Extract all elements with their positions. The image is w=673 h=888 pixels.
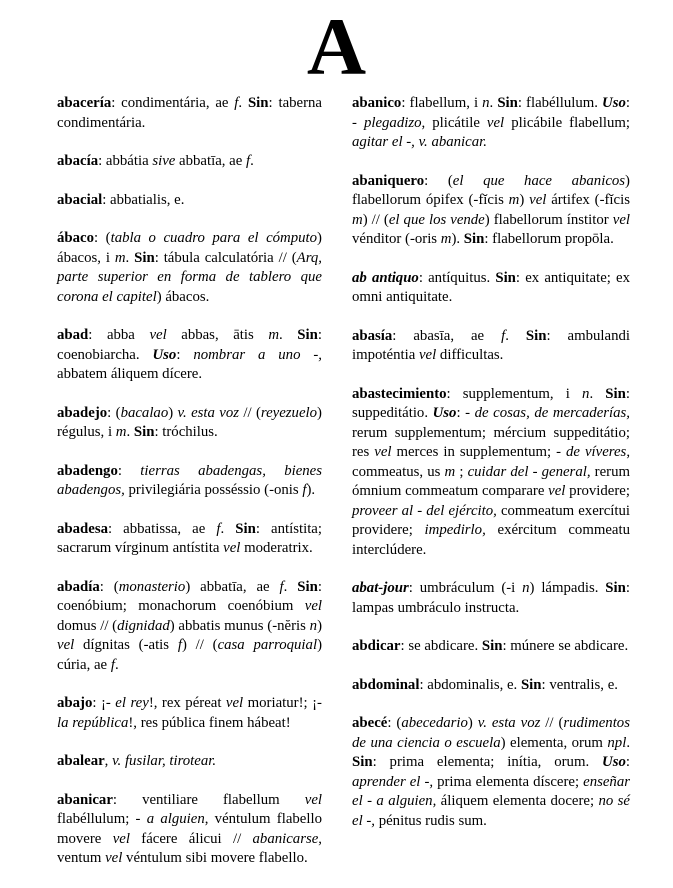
entry-text: .: [589, 385, 606, 402]
dictionary-entry: [57, 152, 322, 172]
dictionary-page: [0, 1, 673, 879]
entry-text: áliquem elementa docere;: [436, 793, 599, 809]
entry-text: , plicátile: [421, 114, 487, 131]
entry-text: vel: [112, 830, 130, 847]
entry-text: : lampas umbráculo instructa.: [352, 580, 630, 616]
sin-label: Sin: [463, 231, 485, 247]
entry-text: merces in supplementum; -: [391, 444, 566, 460]
entry-text: vel: [57, 637, 75, 653]
entry-text: f: [246, 153, 251, 169]
entry-text: no sé el -,: [352, 793, 631, 829]
dictionary-entry: [57, 791, 322, 869]
entry-text: : (: [94, 230, 111, 246]
entry-text: tabla o cuadro para el cómputo: [110, 230, 318, 246]
sin-label: Sin: [247, 95, 269, 111]
entry-text: vel: [529, 192, 547, 208]
entry-text: vel: [418, 347, 437, 363]
sin-label: Sin: [497, 95, 518, 111]
headword: ab antiquo: [352, 269, 419, 286]
entry-text: vel: [486, 114, 505, 131]
entry-text: reyezuelo: [260, 404, 318, 421]
entry-text: m: [114, 249, 126, 266]
entry-text: m: [508, 192, 520, 208]
entry-text: :: [176, 346, 194, 363]
entry-text: vel: [105, 850, 123, 866]
entry-text: : abdominalis, e.: [419, 676, 521, 693]
entry-text: commeatum exercítui providere;: [352, 502, 630, 538]
entry-text: domus // (: [57, 617, 118, 634]
entry-text: ) abbatis munus (-nĕris: [169, 617, 310, 634]
entry-text: el rey: [115, 695, 149, 711]
left-column: [57, 94, 322, 888]
uso-label: Uso: [152, 346, 177, 363]
entry-text: ) cúria, ae: [57, 637, 322, 673]
dictionary-entry: [57, 520, 322, 559]
dictionary-entry: [352, 579, 630, 618]
headword: abacería: [57, 95, 112, 111]
entry-text: , véntulum flabello movere: [57, 811, 322, 847]
entry-text: : ambulandi impoténtia: [352, 327, 630, 363]
entry-text: : tróchilus.: [154, 424, 218, 440]
entry-text: !, rex péreat: [148, 695, 226, 711]
entry-text: ): [467, 715, 478, 731]
entry-text: f: [216, 520, 221, 537]
sin-label: Sin: [352, 754, 373, 770]
dictionary-entry: [57, 191, 322, 211]
dictionary-entry: [57, 694, 322, 733]
entry-text: .: [238, 95, 248, 111]
headword: abajo: [57, 695, 93, 711]
dictionary-entry: [352, 385, 630, 561]
entry-text: ) régulus, i: [57, 404, 322, 440]
entry-text: .: [126, 424, 134, 440]
sin-label: Sin: [481, 638, 503, 654]
entry-text: // (: [540, 715, 564, 731]
entry-text: :: [456, 405, 466, 421]
dictionary-entry: [57, 404, 322, 443]
dictionary-entry: [352, 714, 630, 831]
entry-text: : abasīa, ae: [392, 327, 502, 344]
entry-text: m: [440, 231, 452, 247]
entry-text: el que los vende: [388, 211, 485, 228]
entry-text: exércitum commeatu interclúdere.: [352, 522, 630, 558]
entry-text: Arq, parte superior en forma de tablero que corona el capitel: [57, 249, 323, 305]
entry-text: :: [117, 462, 141, 479]
entry-text: fácere álicui //: [129, 830, 253, 847]
dictionary-entry: [352, 676, 630, 696]
dictionary-entry: [352, 327, 630, 366]
uso-label: Uso: [432, 405, 457, 421]
entry-text: el que hace abanicos: [452, 172, 626, 189]
headword: abanicar: [57, 791, 113, 808]
entry-text: tierras abadengas, bienes abadengos,: [57, 462, 323, 498]
entry-text: abbas, ātis: [166, 327, 269, 343]
entry-text: :: [625, 754, 630, 770]
dictionary-entry: [57, 94, 322, 133]
entry-text: ) abbatīa, ae: [185, 578, 280, 595]
dictionary-entry: [352, 94, 630, 153]
entry-text: abecedario: [401, 715, 468, 731]
headword: abanico: [352, 95, 402, 111]
entry-text: proveer al - del ejército,: [352, 502, 497, 519]
entry-text: privilegiária posséssio (-onis: [124, 482, 303, 498]
entry-text: bacalao: [120, 404, 169, 421]
entry-text: la república: [57, 714, 129, 731]
sin-label: Sin: [520, 676, 542, 693]
entry-text: .: [626, 734, 631, 751]
sin-label: Sin: [605, 385, 626, 402]
entry-text: : ventiliare flabellum: [112, 791, 305, 808]
sin-label: Sin: [525, 327, 547, 344]
uso-label: Uso: [602, 754, 626, 770]
headword: abadengo: [57, 462, 118, 479]
entry-text: : prima elementa; inítia, orum.: [372, 754, 603, 770]
entry-text: rerum supplementum; mércium suppeditátio; res: [352, 424, 630, 460]
entry-text: .: [279, 327, 298, 343]
entry-text: : coenobiarcha.: [57, 327, 322, 363]
entry-text: cuidar del - general,: [467, 463, 591, 480]
headword: abaniquero: [352, 172, 425, 189]
entry-text: .: [250, 153, 254, 169]
entry-text: ) elementa, orum: [500, 734, 608, 751]
entry-text: .: [489, 95, 498, 111]
dictionary-entry: [57, 326, 322, 385]
entry-text: vel: [612, 211, 630, 228]
sin-label: Sin: [133, 424, 155, 440]
entry-text: monasterio: [118, 578, 186, 595]
entry-text: pénitus rudis sum.: [375, 812, 487, 829]
entry-text: f: [279, 578, 284, 595]
entry-text: v. esta voz: [477, 715, 541, 731]
entry-text: ) flabellorum ínstitor: [484, 211, 613, 228]
entry-text: dignidad: [117, 617, 170, 634]
sin-label: Sin: [235, 520, 256, 537]
entry-text: sive: [152, 153, 176, 169]
headword: abdicar: [352, 638, 401, 654]
right-column: [352, 94, 630, 888]
entry-text: f: [302, 482, 307, 498]
section-letter: A: [306, 1, 367, 92]
headword: abastecimiento: [352, 385, 447, 402]
dictionary-entry: [352, 269, 630, 308]
entry-text: : abbatissa, ae: [107, 520, 217, 537]
headword: abacía: [57, 153, 99, 169]
entry-text: ).: [306, 482, 316, 498]
entry-text: : umbráculum (-i: [408, 580, 523, 596]
headword: abecé: [352, 715, 388, 731]
entry-text: ) flabellorum ópifex (-fĭcis: [352, 172, 630, 208]
entry-text: - plegadizo: [352, 114, 422, 131]
entry-text: : se abdicare.: [400, 638, 482, 654]
entry-text: ) ábacos.: [156, 288, 210, 305]
entry-text: v. fusilar, tirotear.: [112, 753, 217, 769]
entry-text: abbatīa, ae: [175, 153, 247, 169]
entry-text: n: [522, 580, 530, 596]
entry-text: impedirlo,: [424, 522, 486, 538]
entry-text: moriatur!; ¡-: [243, 695, 322, 711]
entry-text: vel: [223, 540, 241, 556]
entry-text: : tábula calculatória // (: [154, 249, 297, 266]
entry-text: vel: [304, 598, 322, 614]
entry-text: ): [519, 192, 530, 208]
entry-text: - de cosas, de mercaderías,: [465, 405, 630, 421]
entry-text: vel: [374, 444, 392, 460]
entry-text: : suppeditátio.: [352, 385, 630, 421]
entry-text: vel: [149, 327, 167, 343]
entry-text: m: [115, 424, 127, 440]
entry-text: .: [125, 249, 135, 266]
entry-text: .: [220, 520, 236, 537]
entry-text: véntulum sibi movere flabello.: [122, 850, 308, 866]
entry-text: plicábile flabellum;: [504, 114, 630, 131]
entry-text: rerum ómnium commeatum comparare: [352, 463, 630, 499]
entry-text: : flabellum, i: [401, 95, 483, 111]
entry-text: abbatem áliquem dícere.: [57, 366, 203, 382]
entry-text: n: [309, 617, 318, 634]
entry-text: : abbatialis, e.: [102, 191, 185, 208]
entry-text: : (: [387, 715, 402, 731]
entry-text: ;: [455, 463, 468, 480]
entry-text: ) ábacos, i: [57, 230, 322, 266]
entry-text: casa parroquial: [217, 637, 318, 653]
entry-text: : supplementum, i: [446, 385, 583, 402]
dictionary-entry: [57, 462, 322, 501]
entry-text: m: [444, 463, 456, 480]
entry-text: nombrar a uno -,: [193, 346, 322, 363]
entry-text: a alguien: [146, 811, 205, 827]
headword: ábaco: [57, 230, 94, 246]
sin-label: Sin: [297, 578, 318, 595]
headword: abad: [57, 327, 89, 343]
entry-text: : abba: [88, 327, 150, 343]
entry-text: v. esta voz: [177, 404, 239, 421]
entry-text: : (: [107, 404, 121, 421]
entry-text: : antístita; sacrarum vírginum antístita: [57, 520, 322, 556]
entry-text: .: [114, 656, 119, 673]
entry-text: : abbátia: [98, 153, 153, 169]
entry-text: prima elementa díscere;: [433, 773, 584, 790]
sin-label: Sin: [134, 249, 155, 266]
entry-text: : (: [424, 172, 453, 189]
entry-text: vénditor (-oris: [352, 231, 441, 247]
entry-text: : flabéllulum.: [517, 95, 603, 111]
uso-label: Uso: [602, 95, 626, 111]
sin-label: Sin: [297, 327, 318, 343]
entry-text: , commeatus, us: [352, 444, 631, 480]
entry-text: f: [501, 327, 506, 344]
entry-text: npl: [607, 734, 627, 751]
sin-label: Sin: [605, 580, 626, 596]
entry-text: :: [625, 95, 630, 111]
entry-text: m: [268, 327, 280, 343]
entry-text: .: [505, 327, 526, 344]
entry-text: f: [234, 95, 239, 111]
entry-text: ).: [451, 231, 464, 247]
entry-text: ,: [104, 753, 113, 769]
entry-text: abanicarse: [252, 830, 319, 847]
entry-text: vel: [548, 483, 566, 499]
entry-text: : ex antiquitate; ex omni antiquitate.: [352, 269, 631, 305]
entry-text: : ventralis, e.: [541, 676, 618, 693]
entry-text: enseñar el - a alguien,: [352, 773, 630, 809]
entry-text: : taberna condimentária.: [57, 95, 322, 131]
dictionary-entry: [57, 578, 322, 676]
entry-text: !, res pública finem hábeat!: [128, 714, 291, 731]
headword: abadía: [57, 578, 100, 595]
entry-text: : condimentária, ae: [111, 95, 235, 111]
dictionary-entry: [352, 637, 630, 657]
entry-text: : (: [99, 578, 119, 595]
entry-text: de víveres: [566, 444, 627, 460]
entry-text: vel: [304, 791, 322, 808]
entry-text: vel: [225, 695, 244, 711]
headword: abat-jour: [352, 580, 409, 596]
entry-text: dígnitas (-atis: [74, 637, 178, 653]
entry-text: flabéllulum; -: [57, 811, 147, 827]
headword: abadesa: [57, 520, 108, 537]
entry-text: m: [352, 211, 363, 228]
entry-text: ) lámpadis.: [529, 580, 606, 596]
entry-text: : ¡-: [92, 695, 116, 711]
headword: abasía: [352, 327, 393, 344]
text-columns: [0, 94, 673, 888]
headword: abdominal: [352, 676, 420, 693]
entry-text: n: [582, 385, 590, 402]
entry-text: agitar el -, v. abanicar.: [352, 134, 487, 150]
entry-text: rudimentos de una ciencia o escuela: [352, 715, 630, 751]
entry-text: // (: [239, 404, 261, 421]
entry-text: f: [177, 637, 182, 653]
entry-text: ): [317, 617, 323, 634]
entry-text: moderatrix.: [240, 540, 313, 556]
entry-text: ): [168, 404, 178, 421]
entry-text: : antíquitus.: [418, 269, 496, 286]
dictionary-entry: [57, 229, 322, 307]
headword: abalear: [57, 753, 105, 769]
headword: abadejo: [57, 404, 108, 421]
headword: abacial: [57, 191, 103, 208]
entry-text: , ventum: [57, 830, 322, 866]
entry-text: : flabellorum propōla.: [484, 231, 614, 247]
dictionary-entry: [57, 752, 322, 772]
entry-text: .: [283, 578, 298, 595]
entry-text: f: [110, 656, 115, 673]
dictionary-entry: [352, 172, 630, 250]
entry-text: : múnere se abdicare.: [502, 638, 629, 654]
entry-text: difficultas.: [436, 347, 504, 363]
entry-text: ártifex (-fĭcis: [546, 192, 630, 208]
entry-text: : coenóbium; monachorum coenóbium: [57, 578, 322, 614]
entry-text: ) // (: [362, 211, 389, 228]
entry-text: providere;: [565, 483, 630, 499]
entry-text: n: [482, 95, 490, 111]
sin-label: Sin: [495, 269, 516, 286]
entry-text: ) // (: [181, 637, 218, 653]
entry-text: aprender el -,: [352, 773, 434, 790]
